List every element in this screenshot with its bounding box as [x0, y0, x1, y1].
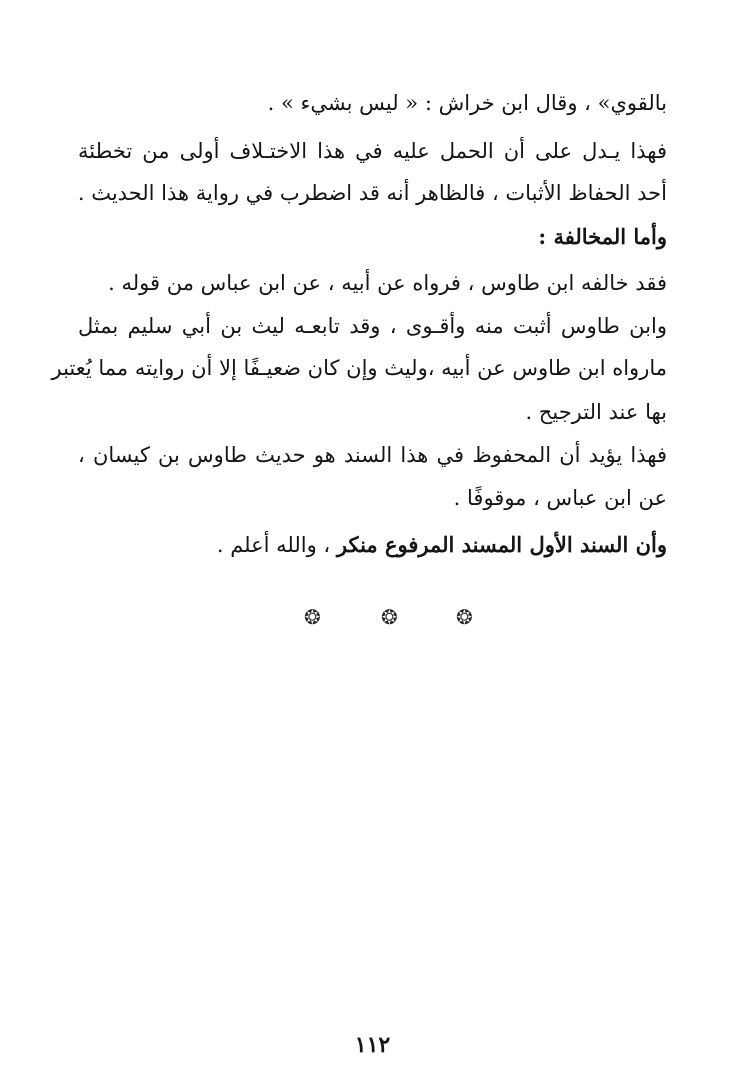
- section-separator: [0, 602, 745, 632]
- text-line-1: بالقوي» ، وقال ابن خراش : « ليس بشيء » .: [267, 91, 667, 115]
- text-line-9: فهذا يؤيد أن المحفوظ في هذا السند هو حديث طاوس بن كيسان ،: [78, 443, 667, 467]
- text-line-6: وابن طاوس أثبت منه وأقـوى ، وقد تابعـه ليث بن أبي سليم بمثل: [78, 314, 667, 338]
- text-line-2: فهذا يـدل على أن الحمل عليه في هذا الاختـلاف أولى من تخطئة: [78, 139, 667, 163]
- conclusion-rest-text: ، والله أعلم .: [216, 533, 337, 557]
- text-line-10: عن ابن عباس ، موقوفًا .: [453, 486, 667, 510]
- ornament-star-icon: ❂: [381, 605, 398, 629]
- text-line-3: أحد الحفاظ الأثبات ، فالظاهر أنه قد اضطرب في رواية هذا الحديث .: [77, 181, 667, 205]
- text-line-5: فقد خالفه ابن طاوس ، فرواه عن أبيه ، عن ابن عباس من قوله .: [108, 271, 667, 295]
- conclusion-line: [217, 530, 667, 560]
- ornament-star-icon: ❂: [456, 605, 473, 629]
- page-number: ١١٢: [354, 1032, 391, 1058]
- text-line-8: بها عند الترجيح .: [525, 400, 667, 424]
- section-heading: وأما المخالفة :: [538, 224, 667, 249]
- ornament-star-icon: ❂: [304, 605, 321, 629]
- text-line-7: مارواه ابن طاوس عن أبيه ،وليث وإن كان ضعيـفًا إلا أن روايته مما يُعتبر: [51, 356, 667, 380]
- conclusion-bold-text: وأن السند الأول المسند المرفوع منكر: [336, 532, 667, 557]
